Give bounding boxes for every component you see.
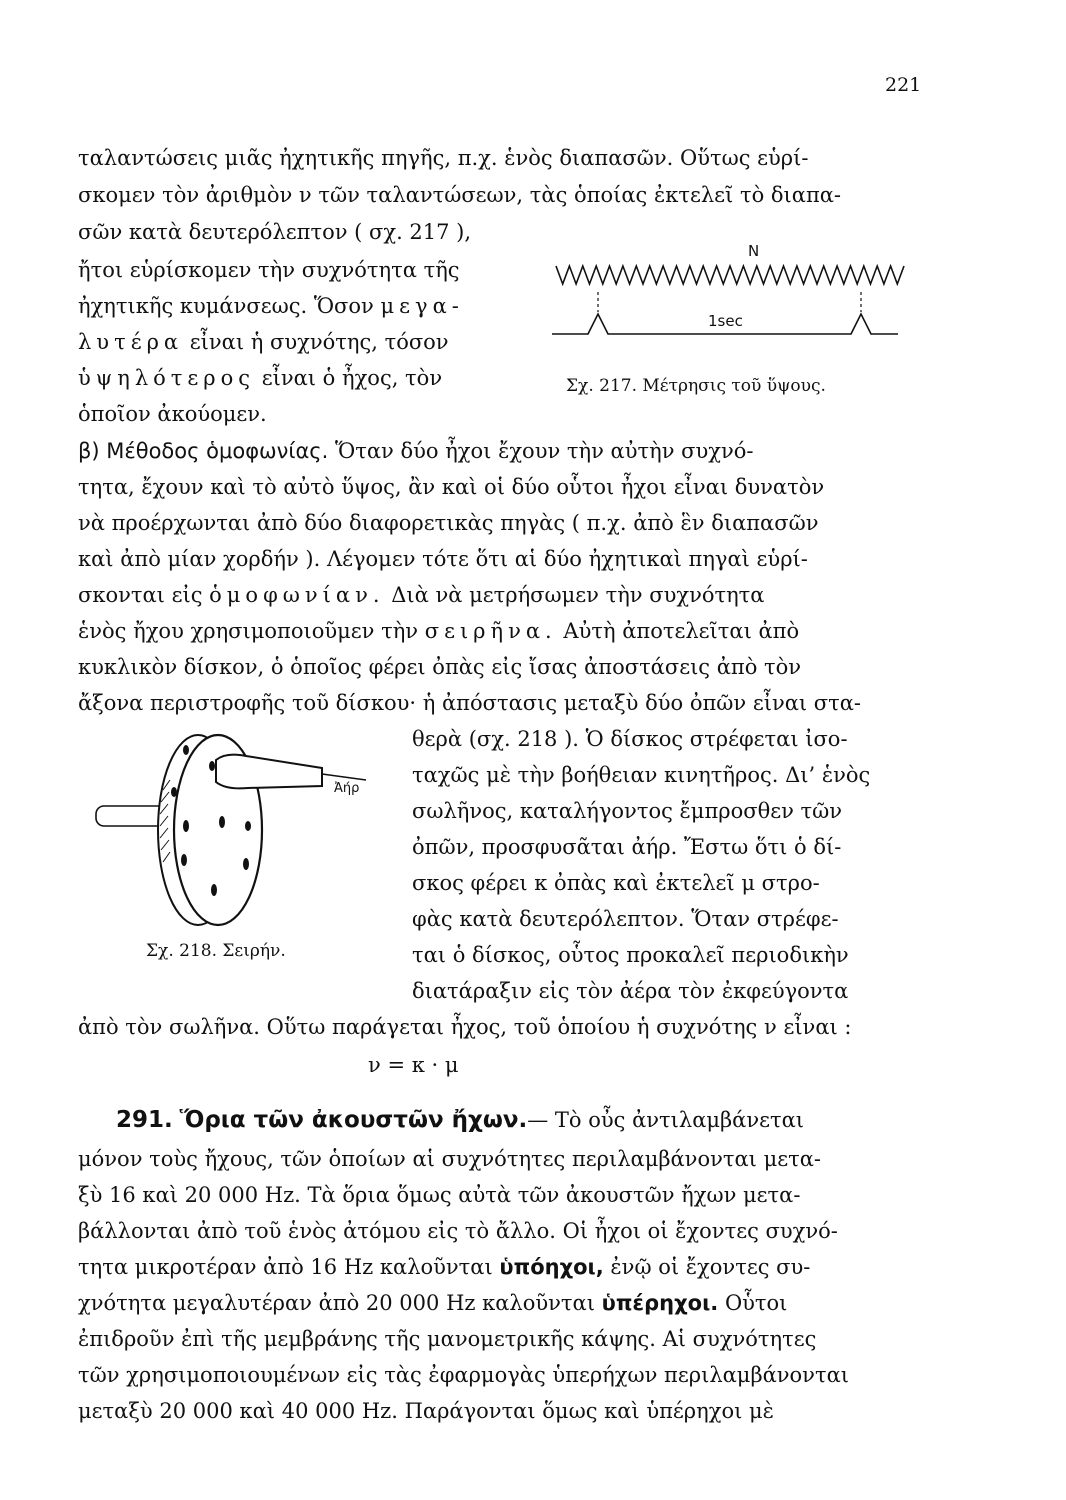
text-line: ὀπῶν, προσφυσᾶται ἀήρ. Ἔστω ὅτι ὁ δί- [412, 835, 842, 859]
text-line: ἀπὸ τὸν σωλῆνα. Οὕτω παράγεται ἦχος, τοῦ ὁποίου ἡ συχνότης ν εἶναι : [78, 1015, 852, 1039]
text-span: σκονται εἰς [78, 583, 203, 607]
text-span: Ὅταν δύο ἦχοι ἔχουν τὴν αὐτὴν συχνό- [335, 439, 754, 463]
text-line: βάλλονται ἀπὸ τοῦ ἑνὸς ἀτόμου εἰς τὸ ἄλλο. Οἱ ἦχοι οἱ ἔχοντες συχνό- [78, 1219, 838, 1243]
spaced-text: μεγα- [380, 294, 464, 318]
text-line [78, 289, 464, 323]
text-line: μόνον τοὺς ἤχους, τῶν ὁποίων αἱ συχνότητες περιλαμβάνονται μετα- [78, 1147, 821, 1171]
text-line: καὶ ἀπὸ μίαν χορδήν ). Λέγομεν τότε ὅτι αἱ δύο ἠχητικαὶ πηγαὶ εὑρί- [78, 547, 808, 571]
figure-217-waveform [548, 232, 918, 352]
section-title: Ὅρια τῶν ἀκουστῶν ἤχων. [179, 1107, 528, 1133]
text-line: φὰς κατὰ δευτερόλεπτον. Ὅταν στρέφε- [412, 907, 839, 931]
text-span: Διὰ νὰ μετρήσωμεν τὴν συχνότητα [391, 583, 765, 607]
spaced-text: σειρῆνα. [424, 619, 557, 643]
page-number: 221 [885, 74, 922, 96]
spaced-text: ὑψηλότερος [78, 366, 256, 390]
figure-218-siren [66, 730, 396, 930]
label-sec: 1sec [708, 312, 743, 330]
text-span: εἶναι ὁ ἦχος, τὸν [261, 366, 443, 390]
text-line: ἄξονα περιστροφῆς τοῦ δίσκου· ἡ ἀπόστασις μεταξὺ δύο ὀπῶν εἶναι στα- [78, 691, 862, 715]
text-line: κυκλικὸν δίσκον, ὁ ὁποῖος φέρει ὀπὰς εἰς ἴσας ἀποστάσεις ἀπὸ τὸν [78, 655, 802, 679]
section-heading-line [116, 1103, 804, 1137]
text-span: Αὐτὴ ἀποτελεῖται ἀπὸ [563, 619, 800, 643]
text-line: σκομεν τὸν ἀριθμὸν ν τῶν ταλαντώσεων, τὰς ὁποίας ἐκτελεῖ τὸ διαπα- [78, 183, 842, 207]
text-line [78, 1286, 787, 1320]
text-line: θερὰ (σχ. 218 ). Ὁ δίσκος στρέφεται ἰσο- [412, 727, 848, 751]
text-line: ται ὁ δίσκος, οὗτος προκαλεῖ περιοδικὴν [412, 943, 849, 967]
text-line: ἐπιδροῦν ἐπὶ τῆς μεμβράνης τῆς μανομετρικῆς κάψης. Αἱ συχνότητες [78, 1327, 817, 1351]
label-n: N [748, 242, 760, 260]
figure-218-caption: Σχ. 218. Σειρήν. [146, 941, 286, 961]
text-line [78, 578, 764, 612]
text-line: νὰ προέρχωνται ἀπὸ δύο διαφορετικὰς πηγὰς ( π.χ. ἀπὸ ἓν διαπασῶν [78, 511, 819, 535]
text-span: ἑνὸς ἤχου χρησιμοποιοῦμεν τὴν [78, 619, 419, 643]
text-line: τῶν χρησιμοποιουμένων εἰς τὰς ἐφαρμογὰς ὑπερήχων περιλαμβάνονται [78, 1363, 849, 1387]
text-span: Οὗτοι [724, 1291, 788, 1315]
text-line: ξὺ 16 καὶ 20 000 Hz. Τὰ ὅρια ὅμως αὐτὰ τῶν ἀκουστῶν ἤχων μετα- [78, 1183, 801, 1207]
text-line: διατάραξιν εἰς τὸν ἀέρα τὸν ἐκφεύγοντα [412, 979, 849, 1003]
text-span: χνότητα μεγαλυτέραν ἀπὸ 20 000 Hz καλοῦνται [78, 1291, 595, 1315]
text-line: ὁποῖον ἀκούομεν. [78, 402, 267, 426]
text-span: — Τὸ οὖς ἀντιλαμβάνεται [527, 1108, 805, 1132]
figure-217-caption: Σχ. 217. Μέτρησις τοῦ ὕψους. [566, 376, 826, 396]
text-line: τητα, ἔχουν καὶ τὸ αὐτὸ ὕψος, ἂν καὶ οἱ δύο οὗτοι ἦχοι εἶναι δυνατὸν [78, 475, 825, 499]
text-line [78, 325, 449, 359]
bold-term: ὑπέρηχοι. [601, 1291, 719, 1315]
subheading: β) Μέθοδος ὁμοφωνίας. [78, 439, 329, 463]
formula: ν = κ · μ [368, 1053, 459, 1077]
text-span: τητα μικροτέραν ἀπὸ 16 Hz καλοῦνται [78, 1255, 493, 1279]
text-line [78, 614, 799, 648]
bold-term: ὑπόηχοι, [499, 1255, 604, 1279]
text-line [78, 434, 753, 468]
text-span: ἐνῷ οἱ ἔχοντες συ- [610, 1255, 811, 1279]
spaced-text: λυτέρα [78, 330, 184, 354]
text-line: ταλαντώσεις μιᾶς ἠχητικῆς πηγῆς, π.χ. ἑνὸς διαπασῶν. Οὕτως εὑρί- [78, 146, 809, 170]
label-air: Ἀήρ [334, 781, 360, 796]
text-line: ἤτοι εὑρίσκομεν τὴν συχνότητα τῆς [78, 258, 460, 282]
spaced-text: ὁμοφωνίαν. [209, 583, 385, 607]
text-line: μεταξὺ 20 000 καὶ 40 000 Hz. Παράγονται ὅμως καὶ ὑπέρηχοι μὲ [78, 1399, 774, 1423]
text-line [78, 1250, 810, 1284]
text-span: ἠχητικῆς κυμάνσεως. Ὅσον [78, 294, 374, 318]
section-number: 291. [116, 1107, 173, 1133]
text-line: ταχῶς μὲ τὴν βοήθειαν κινητῆρος. Δι’ ἑνὸς [412, 763, 871, 787]
text-line: σῶν κατὰ δευτερόλεπτον ( σχ. 217 ), [78, 220, 472, 244]
text-line: σωλῆνος, καταλήγοντος ἔμπροσθεν τῶν [412, 799, 843, 823]
text-line [78, 361, 442, 395]
text-line: σκος φέρει κ ὀπὰς καὶ ἐκτελεῖ μ στρο- [412, 871, 820, 895]
text-span: εἶναι ἡ συχνότης, τόσον [189, 330, 449, 354]
wave-line [556, 266, 904, 284]
air-tube [216, 755, 322, 789]
